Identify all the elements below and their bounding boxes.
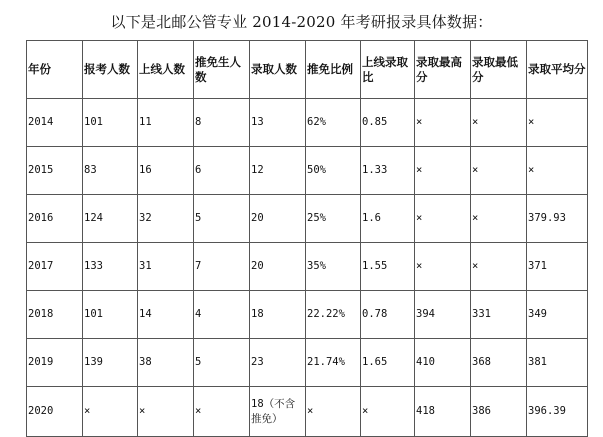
cell-admitted: 12 — [250, 147, 306, 195]
cell-year: 2017 — [27, 243, 83, 291]
cell-year: 2018 — [27, 291, 83, 339]
cell-avg-score: × — [527, 147, 588, 195]
cell-recommended: 8 — [194, 99, 250, 147]
cell-year: 2020 — [27, 387, 83, 437]
header-admitted: 录取人数 — [250, 41, 306, 99]
cell-admitted: 20 — [250, 243, 306, 291]
table-row — [27, 339, 588, 387]
cell-min-score: × — [471, 99, 527, 147]
cell-min-score: 331 — [471, 291, 527, 339]
cell-applicants: 133 — [83, 243, 138, 291]
header-applicants: 报考人数 — [83, 41, 138, 99]
cell-avg-score: 371 — [527, 243, 588, 291]
cell-applicants: × — [83, 387, 138, 437]
cell-min-score: × — [471, 147, 527, 195]
cell-recommend-ratio: 50% — [306, 147, 361, 195]
cell-line-admit-ratio: 1.55 — [361, 243, 415, 291]
table-row — [27, 195, 588, 243]
cell-recommend-ratio: 22.22% — [306, 291, 361, 339]
cell-passed-line: 32 — [138, 195, 194, 243]
cell-max-score: × — [415, 147, 471, 195]
cell-admitted: 18（不含推免） — [250, 387, 306, 437]
table-row — [27, 147, 588, 195]
cell-avg-score: × — [527, 99, 588, 147]
cell-avg-score: 396.39 — [527, 387, 588, 437]
cell-max-score: 418 — [415, 387, 471, 437]
admissions-table — [26, 40, 588, 437]
cell-recommended: 6 — [194, 147, 250, 195]
table-header-row — [27, 41, 588, 99]
cell-min-score: 368 — [471, 339, 527, 387]
cell-avg-score: 381 — [527, 339, 588, 387]
cell-applicants: 139 — [83, 339, 138, 387]
cell-applicants: 101 — [83, 291, 138, 339]
cell-year: 2014 — [27, 99, 83, 147]
cell-passed-line: × — [138, 387, 194, 437]
cell-line-admit-ratio: 1.65 — [361, 339, 415, 387]
cell-passed-line: 16 — [138, 147, 194, 195]
cell-recommended: 5 — [194, 195, 250, 243]
cell-admitted: 20 — [250, 195, 306, 243]
header-avg-score: 录取平均分 — [527, 41, 588, 99]
header-line-admit-ratio: 上线录取比 — [361, 41, 415, 99]
table-row — [27, 387, 588, 437]
cell-line-admit-ratio: 1.6 — [361, 195, 415, 243]
table-row — [27, 99, 588, 147]
cell-line-admit-ratio: × — [361, 387, 415, 437]
cell-passed-line: 11 — [138, 99, 194, 147]
cell-recommend-ratio: 25% — [306, 195, 361, 243]
header-recommended: 推免生人数 — [194, 41, 250, 99]
cell-passed-line: 14 — [138, 291, 194, 339]
cell-recommend-ratio: 35% — [306, 243, 361, 291]
cell-line-admit-ratio: 1.33 — [361, 147, 415, 195]
header-min-score: 录取最低分 — [471, 41, 527, 99]
header-passed-line: 上线人数 — [138, 41, 194, 99]
cell-year: 2015 — [27, 147, 83, 195]
cell-recommend-ratio: 21.74% — [306, 339, 361, 387]
cell-recommended: 7 — [194, 243, 250, 291]
cell-line-admit-ratio: 0.78 — [361, 291, 415, 339]
cell-max-score: 394 — [415, 291, 471, 339]
cell-recommended: × — [194, 387, 250, 437]
cell-min-score: 386 — [471, 387, 527, 437]
table-row — [27, 243, 588, 291]
cell-min-score: × — [471, 195, 527, 243]
cell-passed-line: 38 — [138, 339, 194, 387]
cell-min-score: × — [471, 243, 527, 291]
header-max-score: 录取最高分 — [415, 41, 471, 99]
header-year: 年份 — [27, 41, 83, 99]
cell-passed-line: 31 — [138, 243, 194, 291]
cell-recommended: 5 — [194, 339, 250, 387]
cell-year: 2019 — [27, 339, 83, 387]
cell-recommend-ratio: 62% — [306, 99, 361, 147]
table-row — [27, 291, 588, 339]
cell-year: 2016 — [27, 195, 83, 243]
cell-applicants: 83 — [83, 147, 138, 195]
cell-avg-score: 379.93 — [527, 195, 588, 243]
cell-recommend-ratio: × — [306, 387, 361, 437]
cell-recommended: 4 — [194, 291, 250, 339]
cell-admitted: 18 — [250, 291, 306, 339]
cell-max-score: × — [415, 195, 471, 243]
header-recommend-ratio: 推免比例 — [306, 41, 361, 99]
cell-admitted: 23 — [250, 339, 306, 387]
cell-max-score: × — [415, 243, 471, 291]
cell-max-score: 410 — [415, 339, 471, 387]
cell-applicants: 124 — [83, 195, 138, 243]
cell-avg-score: 349 — [527, 291, 588, 339]
page-title: 以下是北邮公管专业 2014-2020 年考研报录具体数据： — [110, 13, 493, 31]
cell-max-score: × — [415, 99, 471, 147]
cell-applicants: 101 — [83, 99, 138, 147]
cell-admitted: 13 — [250, 99, 306, 147]
cell-line-admit-ratio: 0.85 — [361, 99, 415, 147]
